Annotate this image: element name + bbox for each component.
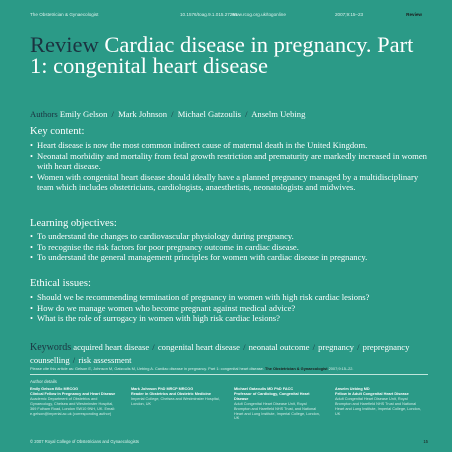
author-detail-name: Anselm Uebing MD <box>335 387 370 391</box>
ethical-issues-list <box>30 292 428 324</box>
author-detail-role: Professor of Cardiology, Congenital Heart Disease <box>234 391 310 401</box>
keyword: acquired heart disease <box>73 342 150 352</box>
keywords: Keywords acquired heart disease / congenital heart disease / neonatal outcome / pregnancy / prepregnancy counselling / risk assessment <box>30 342 410 365</box>
key-content-heading: Key content: <box>30 126 85 137</box>
running-header <box>30 12 422 22</box>
learning-objectives-heading: Learning objectives: <box>30 218 117 229</box>
author-detail-address: Adult Congenital Heart Disease Unit, Royal Brompton and Harefield NHS Trust, and National Heart and Lung Institute, Imperial College, London, UK <box>234 401 320 421</box>
authors-label: Authors <box>30 109 58 119</box>
author-name: Michael Gatzoulis <box>177 109 241 119</box>
list-item: • What is the role of surrogacy in women with high risk cardiac lesions? <box>30 313 428 324</box>
doi[interactable]: 10.1576/toag.9.1.015.27291 <box>180 12 238 17</box>
keywords-label: Keywords <box>30 342 72 353</box>
copyright: © 2007 Royal College of Obstetricians and Gynaecologists <box>30 439 139 444</box>
citation-note <box>30 366 428 371</box>
list-item: • Women with congenital heart disease should ideally have a planned pregnancy managed by a multidisciplinary team which includes obstetricians, cardiologists, anaesthetists, neonatologists and midwives. <box>30 172 428 193</box>
section-label: Review <box>406 12 422 17</box>
author-detail-name: Mark Johnson PhD MRCP MRCOG <box>131 387 194 391</box>
title-label: Review <box>30 32 99 57</box>
author-separator: / <box>171 109 174 119</box>
citation-text: Please cite this article as: Gelson E, Johnson M, Gatzoulis M, Uebing A. Cardiac disease in pregnancy. Part 1: congenital heart disease. <box>30 366 264 371</box>
page-number: 15 <box>423 439 428 444</box>
author-detail-role: Reader in Obstetrics and Obstetric Medicine <box>131 391 211 396</box>
author-separator: / <box>111 109 114 119</box>
list-item: • To understand the general management principles for women with cardiac disease in pregnancy. <box>30 252 428 263</box>
journal-name: The Obstetrician & Gynaecologist <box>30 12 99 17</box>
keyword: pregnancy <box>318 342 354 352</box>
author-detail-role: Clinical Fellow in Pregnancy and Heart Disease <box>30 391 116 396</box>
author-detail <box>30 387 120 416</box>
list-item: • Heart disease is now the most common indirect cause of maternal death in the United Kingdom. <box>30 140 428 151</box>
author-detail-address: Adult Congenital Heart Disease Unit, Royal Brompton and Harefield NHS Trust and National Heart and Lung Institute, Imperial College, London, UK <box>335 396 421 416</box>
author-detail-address: Imperial College, Chelsea and Westminster Hospital, London, UK <box>131 396 220 406</box>
ethical-issues-heading: Ethical issues: <box>30 278 91 289</box>
author-details-title: Author details <box>30 379 57 384</box>
list-item: • To recognise the risk factors for poor pregnancy outcome in cardiac disease. <box>30 242 428 253</box>
learning-objectives-list <box>30 231 428 263</box>
author-detail-name: Emily Gelson BSc MRCOG <box>30 387 79 391</box>
author-detail <box>131 387 221 407</box>
author-line <box>30 109 305 119</box>
page-footer <box>30 439 428 444</box>
issue-date: 2007;9:15–23 <box>335 12 364 17</box>
list-item: • Neonatal morbidity and mortality from fetal growth restriction and prematurity are markedly increased in women with heart disease. <box>30 151 428 172</box>
title-text: Cardiac disease in pregnancy. Part 1: congenital heart disease <box>30 32 414 78</box>
author-detail-role: Fellow in Adult Congenital Heart Disease <box>335 391 409 396</box>
author-name: Mark Johnson <box>118 109 168 119</box>
keyword: prepregnancy counselling <box>30 342 410 365</box>
author-detail <box>234 387 324 421</box>
author-details <box>30 387 428 437</box>
author-name: Anselm Uebing <box>251 109 306 119</box>
divider <box>30 374 428 375</box>
article-title <box>30 34 428 76</box>
keyword: neonatal outcome <box>248 342 310 352</box>
author-separator: / <box>245 109 248 119</box>
citation-ref: 2007;9:15–22. <box>328 366 354 371</box>
author-detail <box>335 387 425 416</box>
list-item: • To understand the changes to cardiovascular physiology during pregnancy. <box>30 231 428 242</box>
author-detail-name: Michael Gatzoulis MD PhD FACC <box>234 387 294 391</box>
keyword: risk assessment <box>78 355 132 365</box>
list-item: • How do we manage women who become pregnant against medical advice? <box>30 303 428 314</box>
citation-journal: The Obstetrician & Gynaecologist <box>265 366 328 371</box>
journal-website[interactable]: www.rcog.org.uk/togonline <box>232 12 286 17</box>
author-name: Emily Gelson <box>59 109 108 119</box>
list-item: • Should we be recommending termination of pregnancy in women with high risk cardiac lesions? <box>30 292 428 303</box>
key-content-list <box>30 140 428 193</box>
keyword: congenital heart disease <box>157 342 240 352</box>
author-detail-address: Academic Department of Obstetrics and Gynaecology, Chelsea and Westminster Hospital, 369 Fulham Road, London SW10 9NH, UK. Email: e.gelson@imperial.ac.uk (corresponding author) <box>30 396 116 416</box>
